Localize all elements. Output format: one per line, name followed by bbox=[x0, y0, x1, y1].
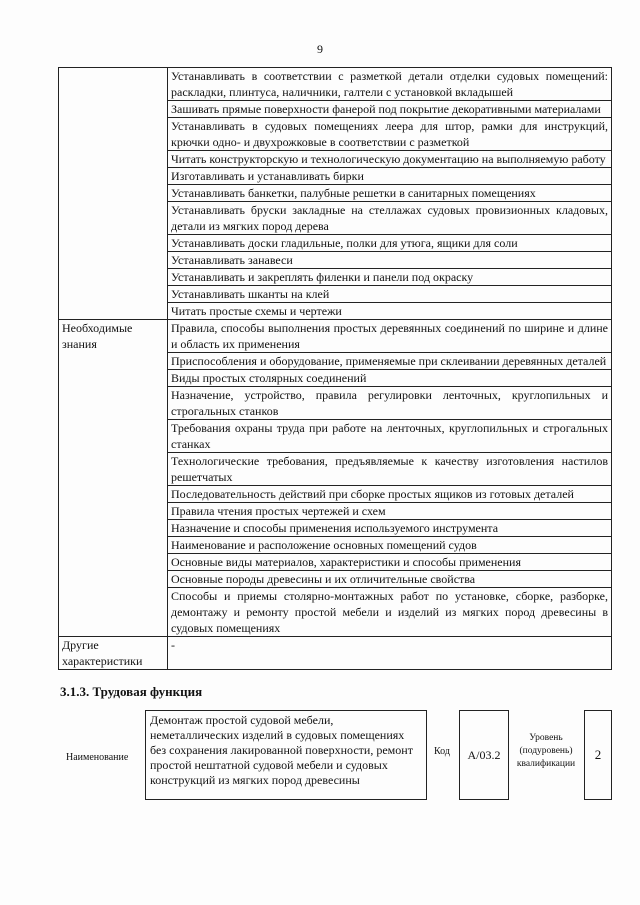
table-cell-item: Зашивать прямые поверхности фанерой под покрытие декоративными материалами bbox=[168, 101, 612, 118]
table-cell-item: Правила чтения простых чертежей и схем bbox=[168, 503, 612, 520]
table-cell-item: Последовательность действий при сборке простых ящиков из готовых деталей bbox=[168, 486, 612, 503]
row-group-label: Другие характеристики bbox=[59, 637, 168, 670]
labor-function-row bbox=[0, 708, 640, 804]
table-cell-item: Устанавливать банкетки, палубные решетки в санитарных помещениях bbox=[168, 185, 612, 202]
function-name-box: Демонтаж простой судовой мебели, неметаллических изделий в судовых помещениях без сохранения лакированной поверхности, ремонт простой нештатной судовой мебели и судовых конструкций из мягких пород древесины bbox=[145, 710, 427, 800]
section-title: 3.1.3. Трудовая функция bbox=[60, 684, 203, 699]
page-number: 9 bbox=[317, 42, 323, 56]
table-cell-item: Устанавливать занавеси bbox=[168, 252, 612, 269]
table-cell-item: Устанавливать шканты на клей bbox=[168, 286, 612, 303]
code-label: Код bbox=[434, 746, 450, 757]
name-label: Наименование bbox=[66, 752, 129, 763]
table-cell-item: Способы и приемы столярно-монтажных работ по установке, сборке, разборке, демонтажу и ремонту простой мебели и изделий из мягких пород древесины в судовых помещениях bbox=[168, 588, 612, 637]
table-cell-item: Правила, способы выполнения простых деревянных соединений по ширине и длине и область их применения bbox=[168, 320, 612, 353]
table-cell-item: Основные виды материалов, характеристики и способы применения bbox=[168, 554, 612, 571]
table-cell-item: Назначение, устройство, правила регулировки ленточных, круглопильных и строгальных станков bbox=[168, 387, 612, 420]
table-cell-item: Изготавливать и устанавливать бирки bbox=[168, 168, 612, 185]
table-cell-item: - bbox=[168, 637, 612, 670]
table-cell-item: Устанавливать и закреплять филенки и панели под окраску bbox=[168, 269, 612, 286]
table-cell-item: Устанавливать в судовых помещениях леера для штор, рамки для инструкций, крючки одно- и двухрожковые в соответствии с разметкой bbox=[168, 118, 612, 151]
code-box: A/03.2 bbox=[459, 710, 509, 800]
requirements-table bbox=[58, 67, 612, 670]
table-row bbox=[59, 637, 612, 670]
table-row bbox=[59, 320, 612, 353]
row-group-label bbox=[59, 68, 168, 320]
table-cell-item: Основные породы древесины и их отличительные свойства bbox=[168, 571, 612, 588]
qualification-level-box: 2 bbox=[584, 710, 612, 800]
table-cell-item: Читать конструкторскую и технологическую документацию на выполняемую работу bbox=[168, 151, 612, 168]
table-cell-item: Виды простых столярных соединений bbox=[168, 370, 612, 387]
table-cell-item: Приспособления и оборудование, применяемые при склеивании деревянных деталей bbox=[168, 353, 612, 370]
table-cell-item: Устанавливать бруски закладные на стеллажах судовых провизионных кладовых, детали из мягких пород дерева bbox=[168, 202, 612, 235]
table-cell-item: Устанавливать в соответствии с разметкой детали отделки судовых помещений: раскладки, плинтуса, наличники, галтели с установкой вкладышей bbox=[168, 68, 612, 101]
table-cell-item: Требования охраны труда при работе на ленточных, круглопильных и строгальных станках bbox=[168, 420, 612, 453]
table-cell-item: Наименование и расположение основных помещений судов bbox=[168, 537, 612, 554]
table-cell-item: Назначение и способы применения используемого инструмента bbox=[168, 520, 612, 537]
table-row bbox=[59, 68, 612, 101]
table-cell-item: Технологические требования, предъявляемые к качеству изготовления настилов решетчатых bbox=[168, 453, 612, 486]
row-group-label: Необходимые знания bbox=[59, 320, 168, 637]
table-cell-item: Читать простые схемы и чертежи bbox=[168, 303, 612, 320]
qualification-level-label: Уровень (подуровень) квалификации bbox=[516, 733, 576, 769]
table-cell-item: Устанавливать доски гладильные, полки для утюга, ящики для соли bbox=[168, 235, 612, 252]
